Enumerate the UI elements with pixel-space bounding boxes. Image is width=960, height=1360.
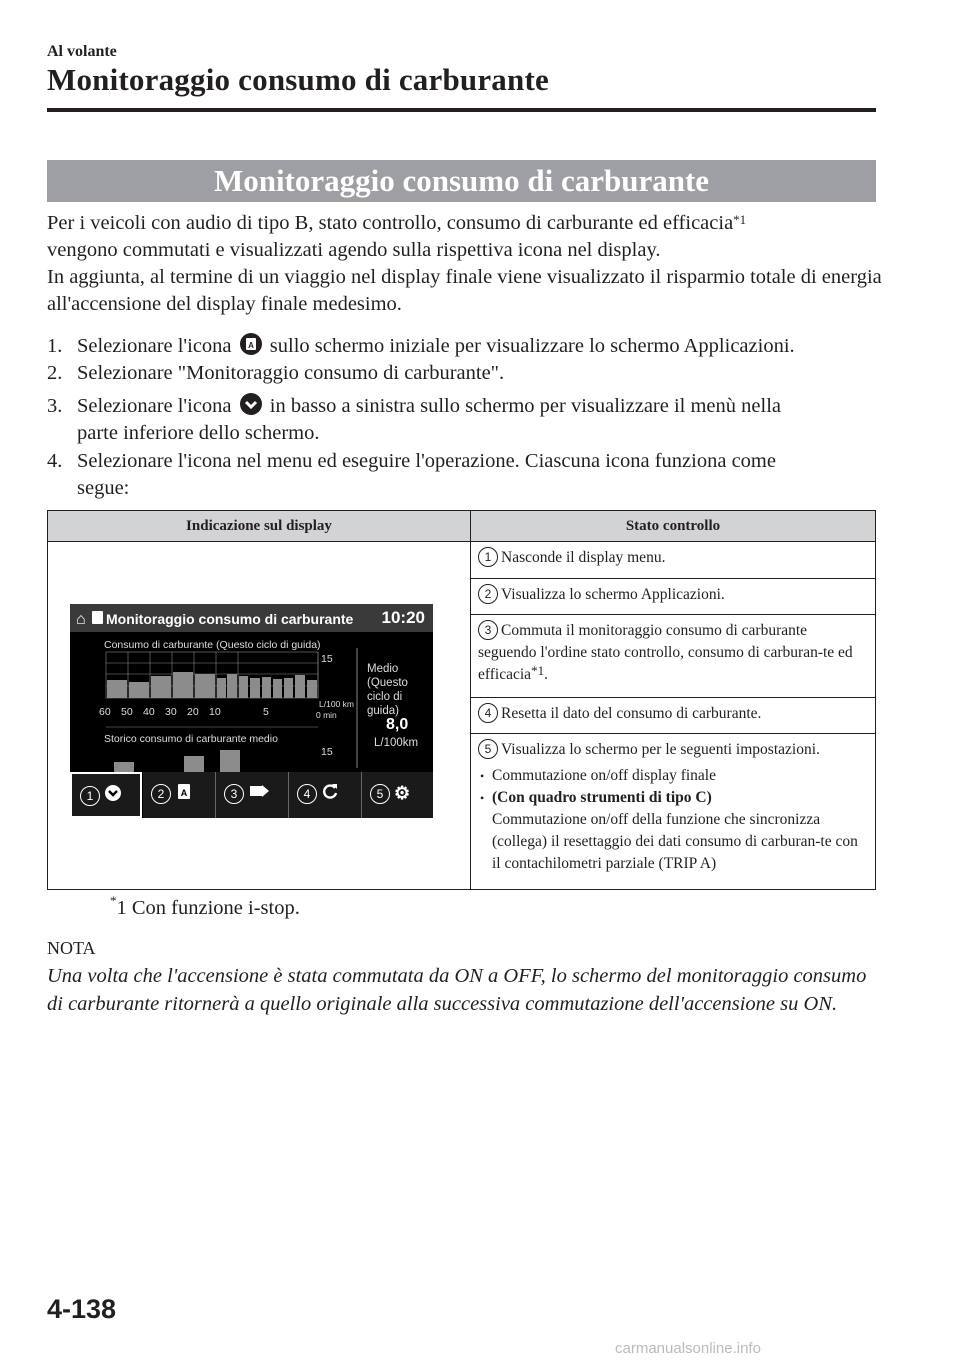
watermark: carmanualsonline.info	[615, 1340, 761, 1357]
note-text: Una volta che l'accensione è stata commutata da ON a OFF, lo schermo del monitoraggio consumo di carburante ritornerà a quello originale alla successiva commutazione dell'accensione su ON.	[47, 965, 867, 1015]
screen-time: 10:20	[381, 608, 425, 627]
callout-number: 3	[224, 784, 244, 804]
switch-icon	[248, 782, 270, 805]
x-tick: 40	[143, 706, 155, 718]
footnote	[110, 893, 300, 920]
row-text-end: .	[544, 666, 548, 684]
step-4	[47, 448, 877, 502]
table-row	[471, 578, 876, 615]
x-tick: 30	[165, 706, 177, 718]
chevron-down-icon	[104, 784, 122, 807]
reset-icon	[321, 782, 339, 805]
medio-value: 8,0	[386, 716, 409, 733]
table-row	[471, 615, 876, 698]
svg-text:A: A	[180, 788, 188, 798]
table-header-display: Indicazione sul display	[48, 511, 471, 542]
step-number: 4.	[47, 450, 63, 472]
intro-text-1a: Per i veicoli con audio di tipo B, stato controllo, consumo di carburante ed efficacia	[47, 212, 734, 234]
settings-list	[478, 765, 868, 875]
list-item-heading: (Con quadro strumenti di tipo C)	[492, 789, 712, 807]
callout-number: 2	[478, 584, 498, 604]
home-icon: ⌂	[76, 611, 86, 628]
x-tick: 5	[263, 706, 269, 718]
row-text: Visualizza lo schermo per le seguenti impostazioni.	[501, 741, 820, 759]
footnote-ref: *1	[733, 212, 747, 227]
footnote-ref: *1	[531, 663, 545, 679]
callout-number: 4	[478, 703, 498, 723]
row-text: Nasconde il display menu.	[501, 549, 666, 566]
controls-table	[47, 510, 876, 890]
row-text: Commuta il monitoraggio consumo di carburante seguendo l'ordine stato controllo, consumo di carburan-te ed efficacia	[478, 622, 853, 684]
medio-label: guida)	[367, 705, 399, 717]
list-item	[492, 787, 868, 875]
table-row	[471, 697, 876, 734]
table-row	[471, 734, 876, 890]
row-text: Visualizza lo schermo Applicazioni.	[501, 585, 725, 603]
x-tick: 20	[187, 706, 199, 718]
callout-number: 2	[151, 784, 171, 804]
list-item-detail: Commutazione on/off della funzione che sincronizza (collega) il resettaggio dei dati consumo di carburan-te con il contachilometri parziale (TRIP A)	[492, 811, 858, 873]
step-number: 1.	[47, 335, 63, 357]
unit-label: L/100 km	[319, 699, 354, 709]
zero-label: 0 min	[316, 710, 337, 720]
callout-number: 1	[80, 786, 100, 806]
step-text: Selezionare "Monitoraggio consumo di carburante".	[77, 362, 505, 384]
step-text: Selezionare l'icona	[77, 335, 232, 357]
screen-title: Monitoraggio consumo di carburante	[106, 611, 354, 627]
section-banner: Monitoraggio consumo di carburante	[47, 160, 876, 202]
switch-view-button[interactable]	[216, 772, 289, 818]
medio-label: (Questo	[367, 677, 408, 689]
page-number: 4-138	[47, 1294, 117, 1324]
x-tick: 10	[209, 706, 221, 718]
step-1	[47, 333, 877, 360]
page-header-title: Monitoraggio consumo di carburante	[47, 62, 549, 97]
footnote-mark: *	[110, 893, 117, 908]
callout-number: 4	[297, 784, 317, 804]
table-header-status: Stato controllo	[471, 511, 876, 542]
storico-y: 15	[321, 746, 333, 758]
section-label: Al volante	[47, 43, 117, 60]
storico-title: Storico consumo di carburante medio	[104, 733, 278, 745]
settings-button[interactable]	[362, 772, 433, 818]
fuel-monitor-screen	[70, 604, 433, 818]
x-tick: 50	[121, 706, 133, 718]
row-text: Resetta il dato del consumo di carburante.	[501, 704, 762, 722]
svg-text:A: A	[247, 341, 254, 350]
step-number: 2.	[47, 362, 63, 384]
x-tick: 60	[99, 706, 111, 718]
medio-label: ciclo di	[367, 691, 403, 703]
header-rule	[47, 108, 876, 112]
step-text: Selezionare l'icona nel menu ed eseguire l'operazione. Ciascuna icona funziona come	[77, 450, 776, 472]
step-3	[47, 393, 877, 447]
intro-paragraph-2: In aggiunta, al termine di un viaggio nel display finale viene visualizzato il risparmio totale di energia all'accensione del display finale medesimo.	[47, 266, 882, 315]
note-label: NOTA	[47, 938, 96, 958]
step-number: 3.	[47, 395, 63, 417]
chart-title: Consumo di carburante (Questo ciclo di guida)	[104, 639, 321, 651]
callout-number: 5	[370, 784, 390, 804]
screen-illustration-cell	[48, 542, 471, 890]
chevron-down-icon	[240, 393, 262, 415]
screen-menu-bar	[70, 772, 433, 818]
medio-unit: L/100km	[374, 737, 419, 749]
apps-icon	[175, 782, 193, 807]
step-text-after: in basso a sinistra sullo schermo per visualizzare il menù nella	[269, 395, 781, 417]
reset-button[interactable]	[289, 772, 362, 818]
apps-icon	[240, 333, 262, 355]
callout-number: 3	[478, 620, 498, 640]
step-text-after: sullo schermo iniziale per visualizzare lo schermo Applicazioni.	[269, 335, 795, 357]
gear-icon: ⚙	[394, 783, 411, 803]
applications-button[interactable]	[143, 772, 216, 818]
intro-paragraph-1	[47, 210, 887, 264]
step-text: Selezionare l'icona	[77, 395, 232, 417]
medio-label: Medio	[367, 663, 399, 675]
callout-number: 5	[478, 739, 498, 759]
step-continuation: parte inferiore dello schermo.	[77, 422, 320, 444]
hide-menu-button[interactable]	[70, 772, 142, 818]
step-2	[47, 360, 877, 387]
table-row	[471, 542, 876, 579]
callout-number: 1	[478, 547, 498, 567]
footnote-text: 1 Con funzione i-stop.	[116, 897, 300, 919]
y-axis-top: 15	[321, 653, 333, 665]
list-item: • Commutazione on/off display finale	[492, 765, 868, 787]
intro-text-1b: vengono commutati e visualizzati agendo sulla rispettiva icona nel display.	[47, 239, 661, 261]
step-continuation: segue:	[77, 477, 130, 499]
